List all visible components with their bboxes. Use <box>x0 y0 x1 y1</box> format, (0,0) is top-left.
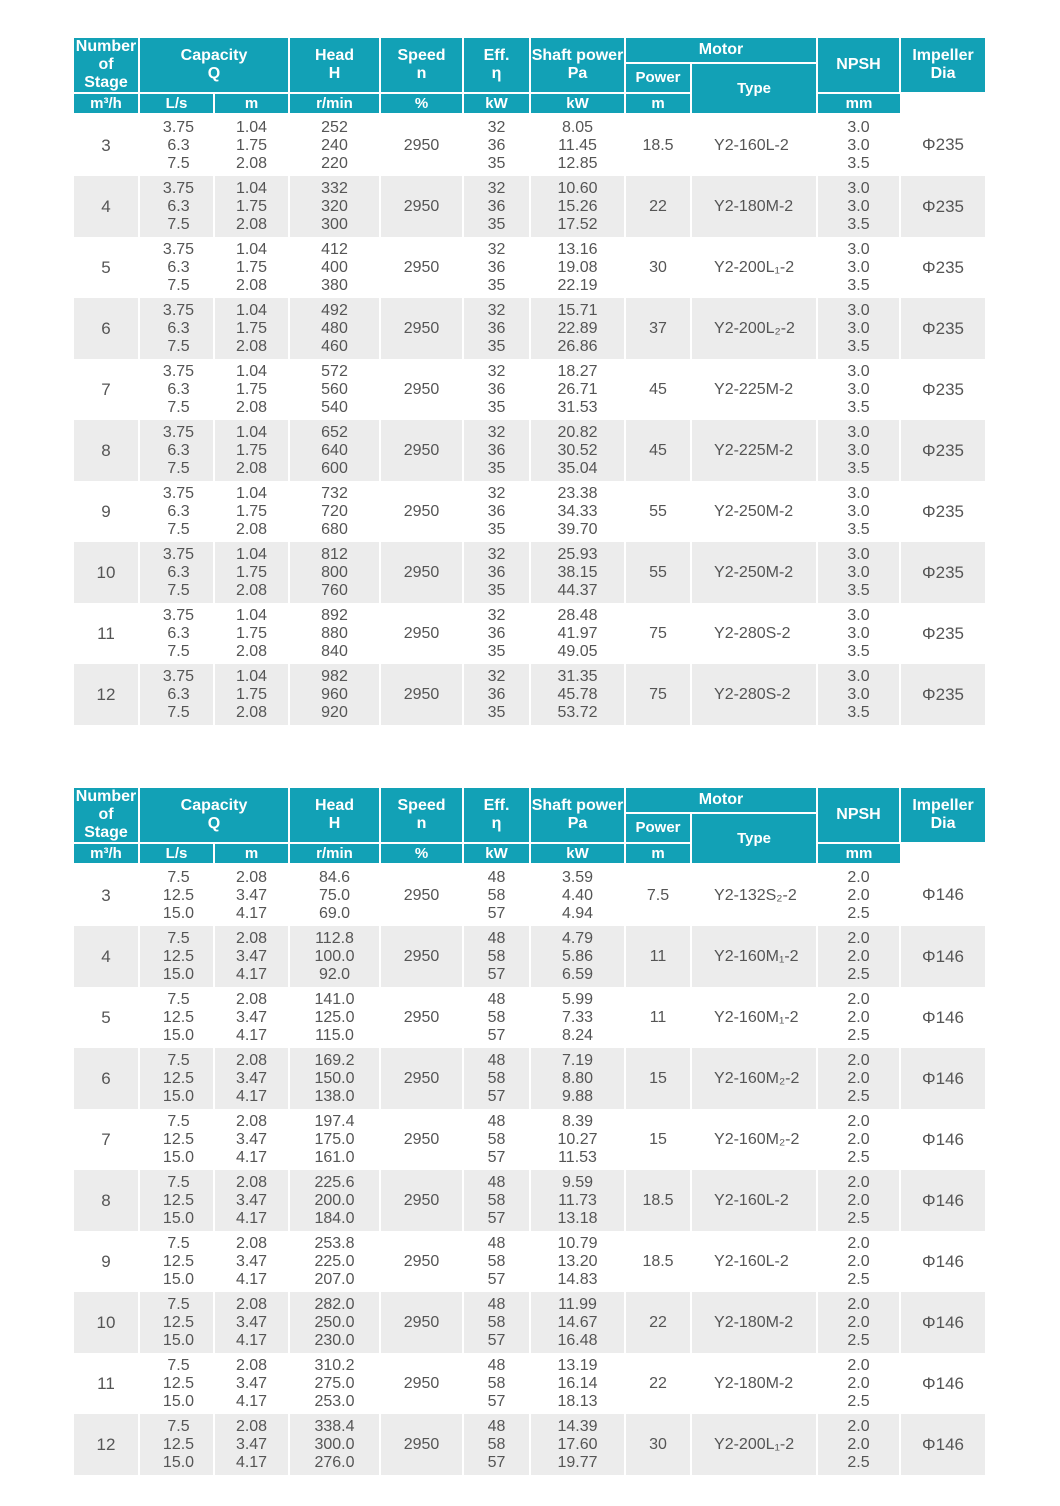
table-row <box>74 237 985 298</box>
efficiency-cell: 32 36 35 <box>463 359 530 420</box>
capacity-ls-cell: 2.08 3.47 4.17 <box>214 1292 289 1353</box>
capacity-m3h-cell: 7.5 12.5 15.0 <box>139 1353 214 1414</box>
table-row <box>74 298 985 359</box>
shaft-power-cell: 15.71 22.89 26.86 <box>530 298 625 359</box>
capacity-m3h-cell: 3.75 6.3 7.5 <box>139 298 214 359</box>
unit-speed: r/min <box>289 843 380 864</box>
npsh-cell: 2.0 2.0 2.5 <box>817 1414 900 1475</box>
head-cell: 225.6 200.0 184.0 <box>289 1170 380 1231</box>
motor-type-cell: Y2-200L₁-2 <box>691 1414 817 1475</box>
capacity-m3h-cell: 7.5 12.5 15.0 <box>139 1414 214 1475</box>
table-row <box>74 481 985 542</box>
header-efficiency: Eff. η <box>463 37 530 93</box>
impeller-dia-cell: Φ235 <box>900 664 985 725</box>
efficiency-cell: 48 58 57 <box>463 1292 530 1353</box>
head-cell: 332 320 300 <box>289 176 380 237</box>
motor-type-cell: Y2-225M-2 <box>691 420 817 481</box>
unit-capacity-m3h: m³/h <box>74 93 139 114</box>
stage-cell: 8 <box>74 420 139 481</box>
stage-cell: 5 <box>74 987 139 1048</box>
table-body <box>74 864 985 1475</box>
shaft-power-cell: 31.35 45.78 53.72 <box>530 664 625 725</box>
head-cell: 112.8 100.0 92.0 <box>289 926 380 987</box>
npsh-cell: 2.0 2.0 2.5 <box>817 987 900 1048</box>
capacity-ls-cell: 1.04 1.75 2.08 <box>214 176 289 237</box>
impeller-dia-cell: Φ146 <box>900 1170 985 1231</box>
header-speed: Speed n <box>380 37 463 93</box>
motor-type-cell: Y2-160L-2 <box>691 114 817 176</box>
npsh-cell: 3.0 3.0 3.5 <box>817 359 900 420</box>
table-row <box>74 987 985 1048</box>
stage-cell: 6 <box>74 1048 139 1109</box>
motor-power-cell: 11 <box>625 926 691 987</box>
table-row <box>74 420 985 481</box>
performance-table-1 <box>74 36 985 725</box>
speed-cell: 2950 <box>380 987 463 1048</box>
npsh-cell: 3.0 3.0 3.5 <box>817 176 900 237</box>
unit-capacity-ls: L/s <box>139 843 214 864</box>
capacity-m3h-cell: 7.5 12.5 15.0 <box>139 1109 214 1170</box>
capacity-ls-cell: 1.04 1.75 2.08 <box>214 237 289 298</box>
capacity-ls-cell: 1.04 1.75 2.08 <box>214 298 289 359</box>
impeller-dia-cell: Φ146 <box>900 1048 985 1109</box>
capacity-m3h-cell: 3.75 6.3 7.5 <box>139 176 214 237</box>
unit-impeller: mm <box>817 93 900 114</box>
capacity-ls-cell: 2.08 3.47 4.17 <box>214 987 289 1048</box>
npsh-cell: 2.0 2.0 2.5 <box>817 1170 900 1231</box>
impeller-dia-cell: Φ146 <box>900 987 985 1048</box>
efficiency-cell: 48 58 57 <box>463 987 530 1048</box>
npsh-cell: 3.0 3.0 3.5 <box>817 420 900 481</box>
capacity-m3h-cell: 7.5 12.5 15.0 <box>139 864 214 926</box>
unit-head: m <box>214 93 289 114</box>
stage-cell: 6 <box>74 298 139 359</box>
header-npsh: NPSH <box>817 787 900 843</box>
motor-type-cell: Y2-250M-2 <box>691 481 817 542</box>
speed-cell: 2950 <box>380 1231 463 1292</box>
efficiency-cell: 48 58 57 <box>463 1109 530 1170</box>
speed-cell: 2950 <box>380 1292 463 1353</box>
efficiency-cell: 48 58 57 <box>463 926 530 987</box>
motor-type-cell: Y2-160L-2 <box>691 1170 817 1231</box>
head-cell: 982 960 920 <box>289 664 380 725</box>
table-row <box>74 176 985 237</box>
header-head: Head H <box>289 787 380 843</box>
header-motor-type: Type <box>691 63 817 114</box>
motor-type-cell: Y2-132S₂-2 <box>691 864 817 926</box>
unit-shaft-power: kW <box>463 843 530 864</box>
shaft-power-cell: 7.19 8.80 9.88 <box>530 1048 625 1109</box>
header-stage: Number of Stage <box>74 787 139 843</box>
table-header <box>74 37 985 114</box>
npsh-cell: 3.0 3.0 3.5 <box>817 542 900 603</box>
motor-power-cell: 22 <box>625 1292 691 1353</box>
header-motor-power: Power <box>625 63 691 93</box>
head-cell: 197.4 175.0 161.0 <box>289 1109 380 1170</box>
unit-capacity-ls: L/s <box>139 93 214 114</box>
efficiency-cell: 32 36 35 <box>463 298 530 359</box>
speed-cell: 2950 <box>380 420 463 481</box>
capacity-ls-cell: 1.04 1.75 2.08 <box>214 664 289 725</box>
capacity-m3h-cell: 7.5 12.5 15.0 <box>139 926 214 987</box>
stage-cell: 4 <box>74 176 139 237</box>
impeller-dia-cell: Φ235 <box>900 603 985 664</box>
capacity-ls-cell: 1.04 1.75 2.08 <box>214 603 289 664</box>
efficiency-cell: 48 58 57 <box>463 1414 530 1475</box>
impeller-dia-cell: Φ235 <box>900 420 985 481</box>
capacity-m3h-cell: 7.5 12.5 15.0 <box>139 1170 214 1231</box>
header-stage: Number of Stage <box>74 37 139 93</box>
capacity-m3h-cell: 3.75 6.3 7.5 <box>139 542 214 603</box>
motor-type-cell: Y2-160M₁-2 <box>691 987 817 1048</box>
motor-type-cell: Y2-160L-2 <box>691 1231 817 1292</box>
unit-speed: r/min <box>289 93 380 114</box>
table-body <box>74 114 985 725</box>
unit-motor-power: kW <box>530 93 625 114</box>
unit-head: m <box>214 843 289 864</box>
speed-cell: 2950 <box>380 359 463 420</box>
unit-npsh: m <box>625 93 691 114</box>
capacity-m3h-cell: 3.75 6.3 7.5 <box>139 114 214 176</box>
motor-power-cell: 7.5 <box>625 864 691 926</box>
shaft-power-cell: 9.59 11.73 13.18 <box>530 1170 625 1231</box>
capacity-m3h-cell: 7.5 12.5 15.0 <box>139 987 214 1048</box>
stage-cell: 11 <box>74 1353 139 1414</box>
motor-type-cell: Y2-160M₂-2 <box>691 1109 817 1170</box>
head-cell: 141.0 125.0 115.0 <box>289 987 380 1048</box>
impeller-dia-cell: Φ235 <box>900 359 985 420</box>
efficiency-cell: 32 36 35 <box>463 664 530 725</box>
stage-cell: 5 <box>74 237 139 298</box>
table-row <box>74 1353 985 1414</box>
head-cell: 84.6 75.0 69.0 <box>289 864 380 926</box>
header-head: Head H <box>289 37 380 93</box>
motor-type-cell: Y2-180M-2 <box>691 1353 817 1414</box>
motor-power-cell: 18.5 <box>625 1170 691 1231</box>
efficiency-cell: 32 36 35 <box>463 237 530 298</box>
table-row <box>74 926 985 987</box>
shaft-power-cell: 10.60 15.26 17.52 <box>530 176 625 237</box>
motor-type-cell: Y2-160M₂-2 <box>691 1048 817 1109</box>
head-cell: 338.4 300.0 276.0 <box>289 1414 380 1475</box>
impeller-dia-cell: Φ146 <box>900 1231 985 1292</box>
motor-power-cell: 18.5 <box>625 1231 691 1292</box>
header-impeller: Impeller Dia <box>900 787 985 843</box>
capacity-ls-cell: 2.08 3.47 4.17 <box>214 1231 289 1292</box>
table-row <box>74 603 985 664</box>
npsh-cell: 2.0 2.0 2.5 <box>817 1109 900 1170</box>
motor-power-cell: 55 <box>625 542 691 603</box>
motor-type-cell: Y2-225M-2 <box>691 359 817 420</box>
capacity-m3h-cell: 3.75 6.3 7.5 <box>139 481 214 542</box>
capacity-m3h-cell: 7.5 12.5 15.0 <box>139 1048 214 1109</box>
head-cell: 412 400 380 <box>289 237 380 298</box>
table-row <box>74 542 985 603</box>
header-speed: Speed n <box>380 787 463 843</box>
shaft-power-cell: 23.38 34.33 39.70 <box>530 481 625 542</box>
table-row <box>74 1048 985 1109</box>
impeller-dia-cell: Φ235 <box>900 176 985 237</box>
shaft-power-cell: 8.39 10.27 11.53 <box>530 1109 625 1170</box>
header-motor: Motor <box>625 37 817 63</box>
npsh-cell: 2.0 2.0 2.5 <box>817 1353 900 1414</box>
stage-cell: 10 <box>74 1292 139 1353</box>
speed-cell: 2950 <box>380 1048 463 1109</box>
head-cell: 169.2 150.0 138.0 <box>289 1048 380 1109</box>
table-header <box>74 787 985 864</box>
speed-cell: 2950 <box>380 542 463 603</box>
capacity-ls-cell: 2.08 3.47 4.17 <box>214 1353 289 1414</box>
capacity-m3h-cell: 3.75 6.3 7.5 <box>139 420 214 481</box>
stage-cell: 3 <box>74 864 139 926</box>
impeller-dia-cell: Φ235 <box>900 481 985 542</box>
speed-cell: 2950 <box>380 1353 463 1414</box>
table-row <box>74 1170 985 1231</box>
npsh-cell: 3.0 3.0 3.5 <box>817 114 900 176</box>
unit-efficiency: % <box>380 93 463 114</box>
head-cell: 253.8 225.0 207.0 <box>289 1231 380 1292</box>
speed-cell: 2950 <box>380 926 463 987</box>
motor-power-cell: 11 <box>625 987 691 1048</box>
unit-impeller: mm <box>817 843 900 864</box>
motor-type-cell: Y2-200L₁-2 <box>691 237 817 298</box>
motor-power-cell: 75 <box>625 664 691 725</box>
shaft-power-cell: 11.99 14.67 16.48 <box>530 1292 625 1353</box>
efficiency-cell: 32 36 35 <box>463 481 530 542</box>
head-cell: 310.2 275.0 253.0 <box>289 1353 380 1414</box>
motor-type-cell: Y2-280S-2 <box>691 603 817 664</box>
shaft-power-cell: 10.79 13.20 14.83 <box>530 1231 625 1292</box>
speed-cell: 2950 <box>380 603 463 664</box>
motor-power-cell: 18.5 <box>625 114 691 176</box>
motor-power-cell: 45 <box>625 359 691 420</box>
efficiency-cell: 48 58 57 <box>463 1231 530 1292</box>
header-shaft-power: Shaft power Pa <box>530 787 625 843</box>
shaft-power-cell: 28.48 41.97 49.05 <box>530 603 625 664</box>
npsh-cell: 3.0 3.0 3.5 <box>817 664 900 725</box>
speed-cell: 2950 <box>380 1414 463 1475</box>
head-cell: 732 720 680 <box>289 481 380 542</box>
motor-power-cell: 15 <box>625 1109 691 1170</box>
table-row <box>74 864 985 926</box>
efficiency-cell: 48 58 57 <box>463 1353 530 1414</box>
impeller-dia-cell: Φ146 <box>900 1109 985 1170</box>
speed-cell: 2950 <box>380 176 463 237</box>
efficiency-cell: 32 36 35 <box>463 603 530 664</box>
efficiency-cell: 32 36 35 <box>463 176 530 237</box>
shaft-power-cell: 20.82 30.52 35.04 <box>530 420 625 481</box>
capacity-m3h-cell: 3.75 6.3 7.5 <box>139 359 214 420</box>
motor-power-cell: 15 <box>625 1048 691 1109</box>
stage-cell: 3 <box>74 114 139 176</box>
efficiency-cell: 32 36 35 <box>463 420 530 481</box>
npsh-cell: 2.0 2.0 2.5 <box>817 1231 900 1292</box>
stage-cell: 9 <box>74 481 139 542</box>
motor-power-cell: 45 <box>625 420 691 481</box>
shaft-power-cell: 8.05 11.45 12.85 <box>530 114 625 176</box>
motor-type-cell: Y2-200L₂-2 <box>691 298 817 359</box>
capacity-m3h-cell: 7.5 12.5 15.0 <box>139 1292 214 1353</box>
capacity-m3h-cell: 3.75 6.3 7.5 <box>139 603 214 664</box>
shaft-power-cell: 18.27 26.71 31.53 <box>530 359 625 420</box>
efficiency-cell: 48 58 57 <box>463 1048 530 1109</box>
header-motor-type: Type <box>691 813 817 864</box>
speed-cell: 2950 <box>380 114 463 176</box>
npsh-cell: 2.0 2.0 2.5 <box>817 926 900 987</box>
npsh-cell: 3.0 3.0 3.5 <box>817 298 900 359</box>
table-row <box>74 1231 985 1292</box>
head-cell: 252 240 220 <box>289 114 380 176</box>
efficiency-cell: 48 58 57 <box>463 1170 530 1231</box>
motor-power-cell: 22 <box>625 176 691 237</box>
table-row <box>74 664 985 725</box>
motor-type-cell: Y2-280S-2 <box>691 664 817 725</box>
capacity-ls-cell: 2.08 3.47 4.17 <box>214 926 289 987</box>
stage-cell: 12 <box>74 664 139 725</box>
table-row <box>74 359 985 420</box>
capacity-ls-cell: 1.04 1.75 2.08 <box>214 420 289 481</box>
capacity-ls-cell: 2.08 3.47 4.17 <box>214 1109 289 1170</box>
speed-cell: 2950 <box>380 1170 463 1231</box>
capacity-ls-cell: 1.04 1.75 2.08 <box>214 114 289 176</box>
header-motor-power: Power <box>625 813 691 843</box>
shaft-power-cell: 5.99 7.33 8.24 <box>530 987 625 1048</box>
npsh-cell: 3.0 3.0 3.5 <box>817 237 900 298</box>
stage-cell: 12 <box>74 1414 139 1475</box>
header-npsh: NPSH <box>817 37 900 93</box>
impeller-dia-cell: Φ146 <box>900 1292 985 1353</box>
capacity-m3h-cell: 3.75 6.3 7.5 <box>139 237 214 298</box>
impeller-dia-cell: Φ146 <box>900 1353 985 1414</box>
stage-cell: 9 <box>74 1231 139 1292</box>
stage-cell: 7 <box>74 1109 139 1170</box>
shaft-power-cell: 3.59 4.40 4.94 <box>530 864 625 926</box>
efficiency-cell: 48 58 57 <box>463 864 530 926</box>
capacity-ls-cell: 2.08 3.47 4.17 <box>214 1048 289 1109</box>
motor-type-cell: Y2-250M-2 <box>691 542 817 603</box>
capacity-m3h-cell: 3.75 6.3 7.5 <box>139 664 214 725</box>
impeller-dia-cell: Φ146 <box>900 926 985 987</box>
speed-cell: 2950 <box>380 481 463 542</box>
motor-power-cell: 55 <box>625 481 691 542</box>
capacity-ls-cell: 1.04 1.75 2.08 <box>214 359 289 420</box>
stage-cell: 10 <box>74 542 139 603</box>
unit-capacity-m3h: m³/h <box>74 843 139 864</box>
stage-cell: 4 <box>74 926 139 987</box>
speed-cell: 2950 <box>380 298 463 359</box>
head-cell: 492 480 460 <box>289 298 380 359</box>
capacity-m3h-cell: 7.5 12.5 15.0 <box>139 1231 214 1292</box>
impeller-dia-cell: Φ235 <box>900 298 985 359</box>
speed-cell: 2950 <box>380 864 463 926</box>
stage-cell: 8 <box>74 1170 139 1231</box>
capacity-ls-cell: 1.04 1.75 2.08 <box>214 481 289 542</box>
header-capacity: Capacity Q <box>139 37 289 93</box>
head-cell: 572 560 540 <box>289 359 380 420</box>
head-cell: 892 880 840 <box>289 603 380 664</box>
impeller-dia-cell: Φ235 <box>900 542 985 603</box>
motor-power-cell: 30 <box>625 1414 691 1475</box>
stage-cell: 11 <box>74 603 139 664</box>
impeller-dia-cell: Φ235 <box>900 114 985 176</box>
header-shaft-power: Shaft power Pa <box>530 37 625 93</box>
impeller-dia-cell: Φ146 <box>900 864 985 926</box>
npsh-cell: 2.0 2.0 2.5 <box>817 1048 900 1109</box>
unit-npsh: m <box>625 843 691 864</box>
unit-efficiency: % <box>380 843 463 864</box>
efficiency-cell: 32 36 35 <box>463 114 530 176</box>
speed-cell: 2950 <box>380 664 463 725</box>
npsh-cell: 3.0 3.0 3.5 <box>817 603 900 664</box>
speed-cell: 2950 <box>380 1109 463 1170</box>
shaft-power-cell: 25.93 38.15 44.37 <box>530 542 625 603</box>
table-row <box>74 1109 985 1170</box>
motor-power-cell: 75 <box>625 603 691 664</box>
table-row <box>74 114 985 176</box>
motor-power-cell: 22 <box>625 1353 691 1414</box>
motor-type-cell: Y2-160M₁-2 <box>691 926 817 987</box>
header-motor: Motor <box>625 787 817 813</box>
capacity-ls-cell: 2.08 3.47 4.17 <box>214 864 289 926</box>
capacity-ls-cell: 2.08 3.47 4.17 <box>214 1414 289 1475</box>
head-cell: 282.0 250.0 230.0 <box>289 1292 380 1353</box>
npsh-cell: 2.0 2.0 2.5 <box>817 1292 900 1353</box>
performance-table-2 <box>74 786 985 1475</box>
table-row <box>74 1292 985 1353</box>
head-cell: 652 640 600 <box>289 420 380 481</box>
npsh-cell: 3.0 3.0 3.5 <box>817 481 900 542</box>
efficiency-cell: 32 36 35 <box>463 542 530 603</box>
shaft-power-cell: 13.16 19.08 22.19 <box>530 237 625 298</box>
shaft-power-cell: 14.39 17.60 19.77 <box>530 1414 625 1475</box>
speed-cell: 2950 <box>380 237 463 298</box>
header-impeller: Impeller Dia <box>900 37 985 93</box>
capacity-ls-cell: 2.08 3.47 4.17 <box>214 1170 289 1231</box>
motor-type-cell: Y2-180M-2 <box>691 176 817 237</box>
motor-type-cell: Y2-180M-2 <box>691 1292 817 1353</box>
header-efficiency: Eff. η <box>463 787 530 843</box>
shaft-power-cell: 4.79 5.86 6.59 <box>530 926 625 987</box>
motor-power-cell: 37 <box>625 298 691 359</box>
motor-power-cell: 30 <box>625 237 691 298</box>
shaft-power-cell: 13.19 16.14 18.13 <box>530 1353 625 1414</box>
stage-cell: 7 <box>74 359 139 420</box>
impeller-dia-cell: Φ146 <box>900 1414 985 1475</box>
table-row <box>74 1414 985 1475</box>
unit-shaft-power: kW <box>463 93 530 114</box>
head-cell: 812 800 760 <box>289 542 380 603</box>
capacity-ls-cell: 1.04 1.75 2.08 <box>214 542 289 603</box>
unit-motor-power: kW <box>530 843 625 864</box>
impeller-dia-cell: Φ235 <box>900 237 985 298</box>
npsh-cell: 2.0 2.0 2.5 <box>817 864 900 926</box>
header-capacity: Capacity Q <box>139 787 289 843</box>
